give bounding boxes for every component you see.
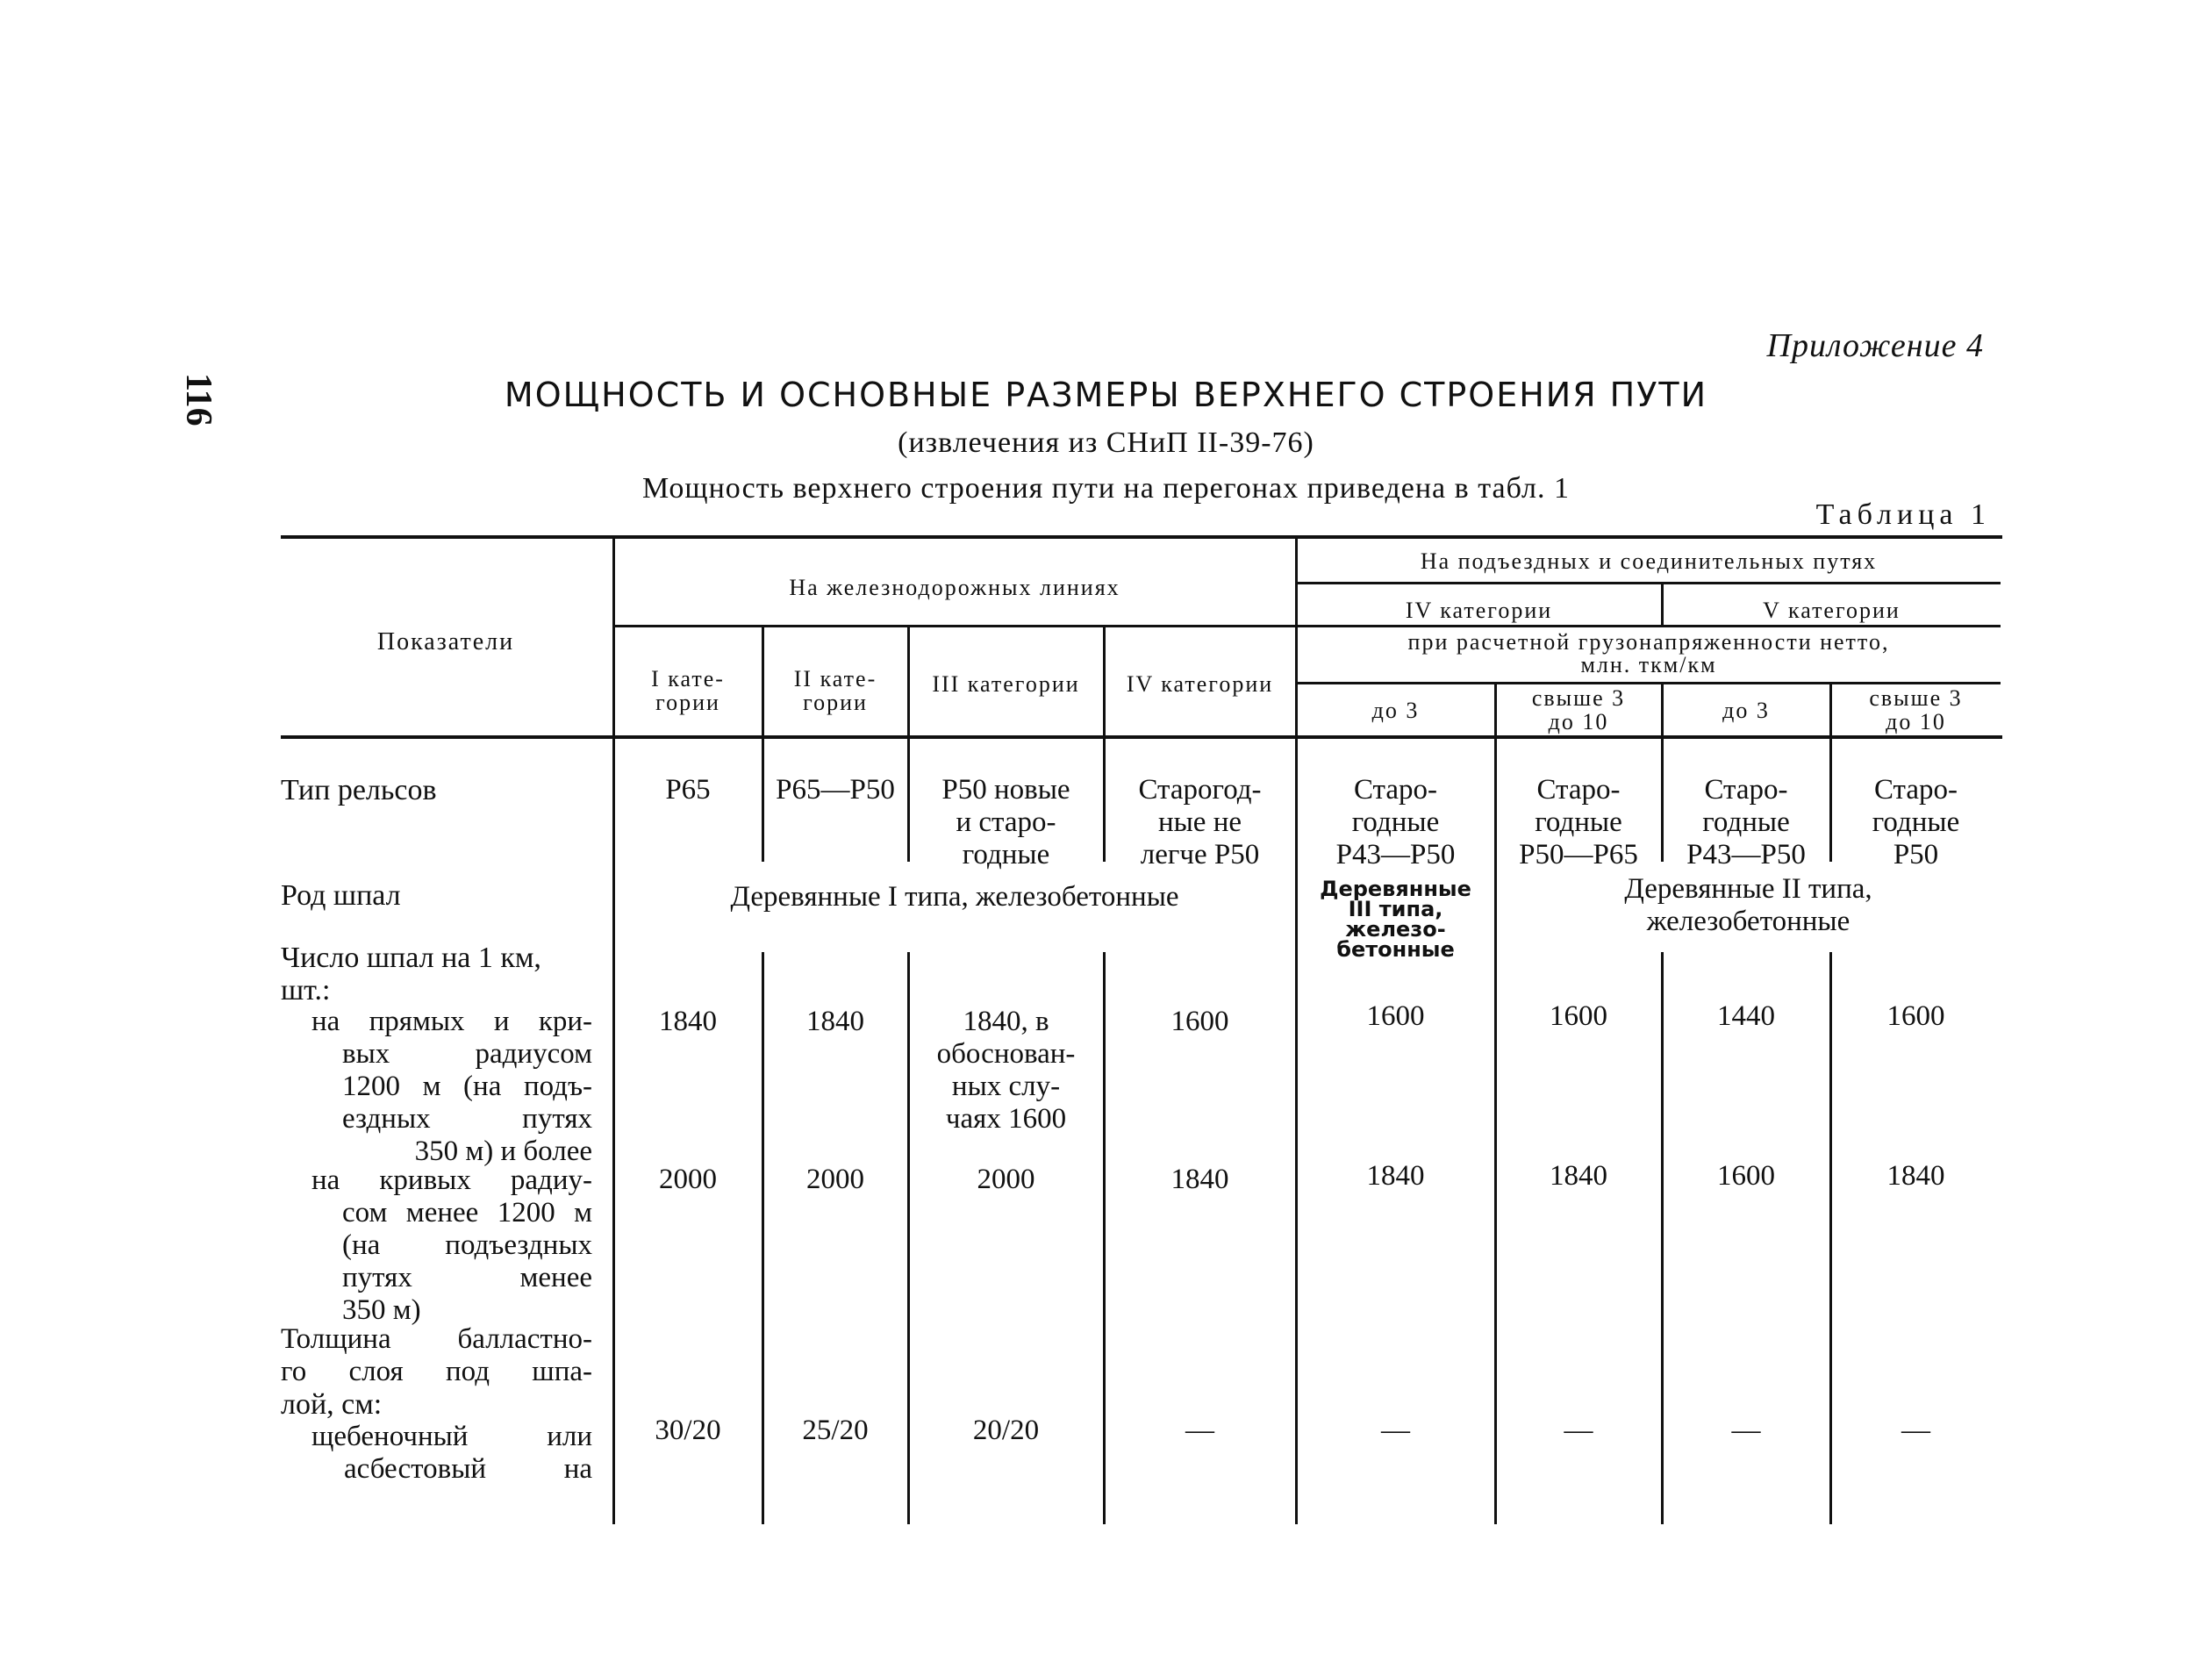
cell-curves-4: 1840: [1170, 1164, 1229, 1195]
table-number: Таблица 1: [1815, 498, 1991, 531]
cell-rail-type-8: Старо- годные Р50: [1872, 774, 1960, 870]
cell-straight-3: 1840, в обоснован- ных слу- чаях 1600: [936, 1006, 1076, 1135]
header-range-3: до 3: [1722, 698, 1770, 723]
cell-straight-8: 1600: [1886, 1000, 1945, 1032]
cell-straight-2: 1840: [806, 1006, 864, 1037]
cell-straight-4: 1600: [1170, 1006, 1229, 1037]
header-line-cat-4: IV категории: [1126, 671, 1274, 697]
cell-sleeper-kind-rest: Деревянные II типа, железобетонные: [1624, 873, 1872, 937]
cell-curves-3: 2000: [977, 1164, 1035, 1195]
header-line-cat-3: III категории: [932, 671, 1080, 697]
cell-curves-6: 1840: [1550, 1160, 1607, 1192]
cell-rail-type-3: Р50 новые и старо- годные: [941, 774, 1070, 870]
cell-crushed-3: 20/20: [972, 1415, 1040, 1446]
rule-under-density: [1297, 682, 2001, 684]
table-top-rule: [281, 535, 2002, 539]
cell-crushed-6: —: [1564, 1415, 1593, 1446]
cell-sleeper-kind-cat4: Деревянные III типа, железо- бетонные: [1320, 877, 1471, 962]
page-subtitle: (извлечения из СНиП II-39-76): [898, 426, 1314, 459]
cell-crushed-1: 30/20: [655, 1415, 721, 1446]
cell-rail-type-4: Старогод- ные не легче Р50: [1138, 774, 1262, 870]
cell-curves-8: 1840: [1886, 1160, 1945, 1192]
cell-straight-7: 1440: [1717, 1000, 1775, 1032]
header-cat-5: V категории: [1763, 598, 1901, 623]
header-range-2: свыше 3 до 10: [1531, 685, 1626, 734]
header-range-1: до 3: [1371, 698, 1420, 723]
table-caption: Мощность верхнего строения пути на перегонах приведена в табл. 1: [642, 472, 1570, 505]
header-range-4: свыше 3 до 10: [1869, 685, 1963, 734]
header-bottom-rule: [281, 735, 2002, 739]
rule-under-access-tracks: [1297, 582, 2001, 584]
row-label-rail-type: Тип рельсов: [281, 774, 437, 806]
header-density-1: млн. ткм/км: [1580, 652, 1717, 677]
cell-curves-5: 1840: [1366, 1160, 1425, 1192]
page-number: 116: [178, 373, 218, 426]
cell-crushed-2: 25/20: [802, 1415, 869, 1446]
header-density-0: при расчетной грузонапряженности нетто,: [1407, 629, 1890, 655]
cell-straight-6: 1600: [1550, 1000, 1607, 1032]
cell-rail-type-2: Р65—Р50: [776, 774, 895, 806]
header-cat-4: IV категории: [1405, 598, 1553, 623]
cell-rail-type-5: Старо- годные Р43—Р50: [1335, 774, 1456, 870]
page-title: МОЩНОСТЬ И ОСНОВНЫЕ РАЗМЕРЫ ВЕРХНЕГО СТРОЕНИЯ ПУТИ: [504, 376, 1708, 414]
row-label-sleeper-kind: Род шпал: [281, 879, 401, 912]
row-label-sleeper-count: Число шпал на 1 км, шт.:: [281, 942, 541, 1007]
cell-curves-7: 1600: [1717, 1160, 1775, 1192]
header-access-tracks: На подъездных и соединительных путях: [1420, 548, 1878, 574]
body-rule: [612, 739, 615, 1524]
cell-straight-5: 1600: [1366, 1000, 1425, 1032]
cell-sleeper-kind-lines: Деревянные I типа, железобетонные: [730, 881, 1179, 913]
header-railway-lines: На железнодорожных линиях: [789, 575, 1120, 600]
cell-crushed-5: —: [1381, 1415, 1410, 1446]
cell-crushed-4: —: [1185, 1415, 1214, 1446]
cell-curves-2: 2000: [806, 1164, 864, 1195]
cell-curves-1: 2000: [659, 1164, 717, 1195]
cell-crushed-7: —: [1731, 1415, 1761, 1446]
header-indicators: Показатели: [376, 628, 515, 655]
appendix-label: Приложение 4: [1766, 327, 1984, 364]
cell-rail-type-7: Старо- годные Р43—Р50: [1686, 774, 1806, 870]
cell-rail-type-6: Старо- годные Р50—Р65: [1519, 774, 1638, 870]
rule-under-categories: [614, 625, 2001, 627]
header-line-cat-1: I кате- гории: [651, 666, 725, 715]
cell-straight-1: 1840: [659, 1006, 717, 1037]
header-line-cat-2: II кате- гории: [793, 666, 877, 715]
cell-crushed-8: —: [1901, 1415, 1930, 1446]
cell-rail-type-1: Р65: [665, 774, 711, 806]
